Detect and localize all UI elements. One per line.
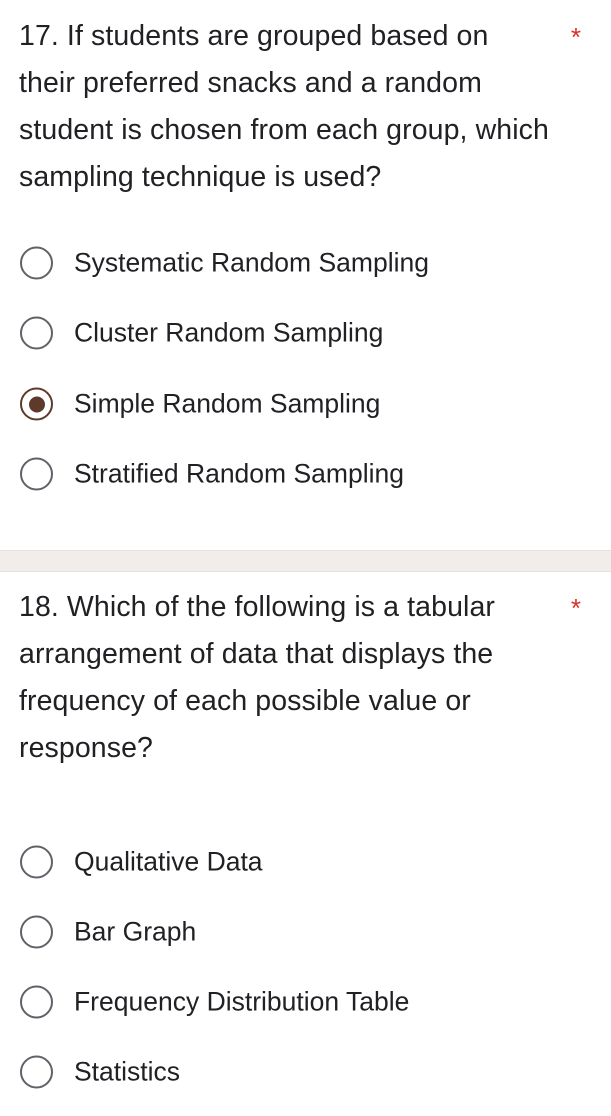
option-label: Cluster Random Sampling (74, 317, 384, 348)
question-text-18: 18. Which of the following is a tabular arrangement of data that displays the frequency of each possible value or response? (19, 591, 495, 764)
option-label: Simple Random Sampling (74, 388, 381, 419)
option-label: Stratified Random Sampling (74, 458, 404, 489)
option-bar-graph[interactable] (0, 902, 611, 962)
option-simple-random-sampling[interactable] (0, 374, 611, 434)
option-stratified-random-sampling[interactable] (0, 444, 611, 504)
radio-unchecked-icon[interactable] (20, 916, 53, 949)
option-label: Systematic Random Sampling (74, 247, 429, 278)
radio-unchecked-icon[interactable] (20, 458, 53, 491)
option-label: Frequency Distribution Table (74, 986, 410, 1017)
option-qualitative-data[interactable] (0, 832, 611, 892)
required-asterisk-17: * (570, 22, 581, 52)
option-cluster-random-sampling[interactable] (0, 303, 611, 363)
radio-unchecked-icon[interactable] (20, 247, 53, 280)
option-label: Qualitative Data (74, 846, 263, 877)
required-asterisk-18: * (570, 593, 581, 623)
section-divider (0, 550, 611, 572)
radio-unchecked-icon[interactable] (20, 1056, 53, 1089)
radio-unchecked-icon[interactable] (20, 986, 53, 1019)
option-frequency-distribution-table[interactable] (0, 972, 611, 1032)
option-statistics[interactable] (0, 1042, 611, 1102)
radio-unchecked-icon[interactable] (20, 846, 53, 879)
radio-checked-icon[interactable] (20, 388, 53, 421)
option-label: Bar Graph (74, 916, 197, 947)
question-text-17: 17. If students are grouped based on their preferred snacks and a random student is chosen from each group, which sampling technique is used? (19, 20, 549, 193)
radio-unchecked-icon[interactable] (20, 317, 53, 350)
option-systematic-random-sampling[interactable] (0, 233, 611, 293)
question-card-18 (0, 572, 611, 1116)
question-card-17 (0, 0, 611, 550)
option-label: Statistics (74, 1056, 181, 1087)
